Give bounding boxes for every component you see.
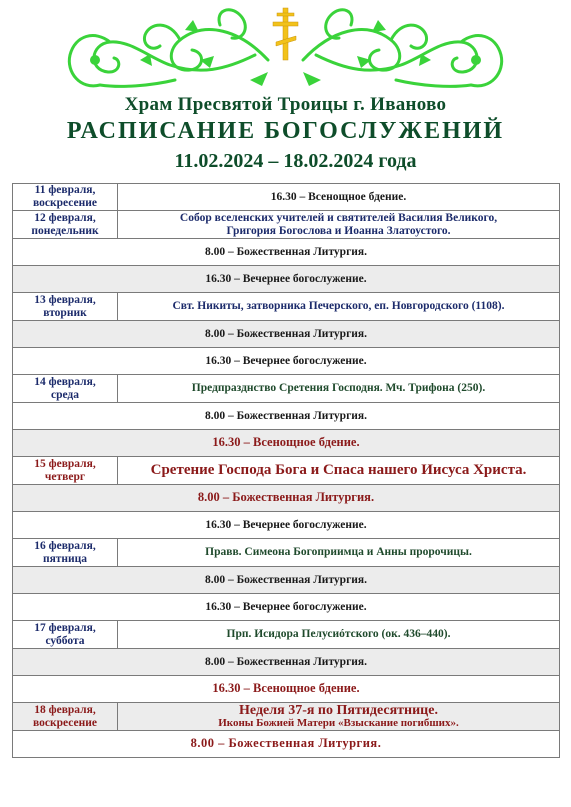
- table-row: [13, 594, 560, 621]
- event-cell: 8.00 – Божественная Литургия.: [13, 731, 560, 758]
- table-row: [13, 211, 560, 239]
- table-row: [13, 512, 560, 539]
- event-cell: 8.00 – Божественная Литургия.: [13, 403, 560, 430]
- table-row: [13, 266, 560, 293]
- table-row: [13, 621, 560, 649]
- event-cell: 8.00 – Божественная Литургия.: [13, 649, 560, 676]
- table-row: [13, 321, 560, 348]
- table-row: [13, 375, 560, 403]
- event-cell: Свт. Никиты, затворника Печерского, еп. Новгородского (1108).: [118, 293, 560, 321]
- date-cell: 11 февраля, воскресение: [13, 184, 118, 211]
- date-cell: 15 февраля, четверг: [13, 457, 118, 485]
- event-cell: 8.00 – Божественная Литургия.: [13, 567, 560, 594]
- event-cell: 16.30 – Вечернее богослужение.: [13, 348, 560, 375]
- event-cell: 8.00 – Божественная Литургия.: [13, 239, 560, 266]
- table-row: [13, 239, 560, 266]
- event-cell: Сретение Господа Бога и Спаса нашего Иисуса Христа.: [118, 457, 560, 485]
- church-name: Храм Пресвятой Троицы г. Иваново: [124, 94, 447, 115]
- date-cell: 12 февраля, понедельник: [13, 211, 118, 239]
- table-row: [13, 539, 560, 567]
- table-row: [13, 430, 560, 457]
- date-cell: 17 февраля, суббота: [13, 621, 118, 649]
- table-row: [13, 403, 560, 430]
- date-cell: 16 февраля, пятница: [13, 539, 118, 567]
- event-cell: 8.00 – Божественная Литургия.: [13, 321, 560, 348]
- page-title: РАСПИСАНИЕ БОГОСЛУЖЕНИЙ: [66, 118, 505, 144]
- table-row: [13, 567, 560, 594]
- event-cell: 16.30 – Вечернее богослужение.: [13, 266, 560, 293]
- event-cell: Правв. Симеона Богоприимца и Анны пророчицы.: [118, 539, 560, 567]
- table-row: [13, 184, 560, 211]
- date-cell: 14 февраля, среда: [13, 375, 118, 403]
- table-row: [13, 731, 560, 758]
- event-cell: 8.00 – Божественная Литургия.: [13, 485, 560, 512]
- floral-ornament-header: [0, 0, 571, 100]
- date-cell: 13 февраля, вторник: [13, 293, 118, 321]
- schedule-table: [12, 183, 560, 758]
- event-cell: Собор вселенских учителей и святителей Василия Великого, Григория Богослова и Иоанна Златоустого.: [118, 211, 560, 239]
- event-cell: Прп. Исидора Пелусиóтского (ок. 436–440).: [118, 621, 560, 649]
- table-row: [13, 457, 560, 485]
- table-row: [13, 485, 560, 512]
- table-row: [13, 348, 560, 375]
- event-cell: 16.30 – Вечернее богослужение.: [13, 594, 560, 621]
- event-cell: 16.30 – Всенощное бдение.: [118, 184, 560, 211]
- event-cell: Неделя 37-я по Пятидесятнице. Иконы Божией Матери «Взыскание погибших».: [118, 703, 560, 731]
- table-row: [13, 293, 560, 321]
- table-row: [13, 676, 560, 703]
- event-cell: 16.30 – Всенощное бдение.: [13, 430, 560, 457]
- date-range: 11.02.2024 – 18.02.2024 года: [174, 150, 417, 172]
- cross-icon: [273, 8, 298, 60]
- event-cell: Предпразднство Сретения Господня. Мч. Трифона (250).: [118, 375, 560, 403]
- date-cell: 18 февраля, воскресение: [13, 703, 118, 731]
- event-cell: 16.30 – Вечернее богослужение.: [13, 512, 560, 539]
- table-row: [13, 649, 560, 676]
- table-row: [13, 703, 560, 731]
- event-cell: 16.30 – Всенощное бдение.: [13, 676, 560, 703]
